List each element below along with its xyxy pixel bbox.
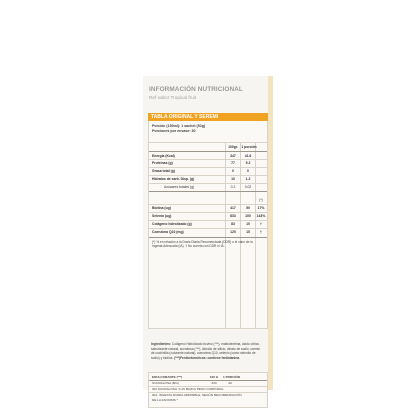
section-divider (149, 191, 267, 192)
table-row: Colágeno hidrolizado (g) 83 10 † (152, 222, 262, 226)
phenylketonuric-note: (***)Fenilcetonúricos: contiene fenilalanina. (174, 355, 240, 360)
label-subtitle: Ref sabor Tropical fruit (149, 95, 197, 100)
pct-header: (*) (259, 198, 263, 202)
nutrition-table (148, 143, 268, 329)
col-portion-header: 1 porción (241, 145, 257, 149)
portions-per-pack: Porciones por envase: 30 (152, 129, 196, 133)
sweetener-table: EDULCORANTE (***) 100 G 1 PORCIÓN SUCRALOSA (MG) 333 40 IDA SUCRALOSA: 0-15 MG/KG PESO CORPORAL IDA: INGESTA DIARIA ADMISIBLE, SEGÚN RECOMENDACIÓN DE LA FAO/OMS * (148, 372, 268, 408)
ingredients-text: Colágeno Hidrolizado bovino (***), maltodextrina, ácido cítrico, saborizante natural, sucralosa (***), dióxido de silicio, citrato de sodio, carmín de cochinilla (colorante natural), coenzima Q10, selenio (como selenito de sodio) y biotina. (151, 342, 261, 360)
table-row: Energía (Kcal) 347 41.6 (152, 154, 252, 158)
ingredients-block (151, 342, 263, 360)
table-heading: TABLA ORIGINAL Y SEREMI (148, 113, 268, 121)
nutrition-label-card (143, 76, 273, 402)
label-title: INFORMACIÓN NUTRICIONAL (149, 86, 243, 93)
col-100g-header: 100gr. (228, 145, 238, 149)
table-row: Proteínas (g) 77 9.2 (152, 161, 251, 165)
table-row: Grasa total (g) 0 0 (152, 169, 249, 173)
table-row: Biotina (ug) 417 50 17% (152, 206, 265, 210)
table-row: Azúcares totales (g) 0.2 0.02 (164, 185, 252, 189)
portion-line: Porción (150ml): 1 sachet (52g) (152, 124, 206, 128)
portion-box (148, 121, 268, 143)
section-divider (149, 237, 267, 238)
pct-header-row (152, 197, 266, 203)
header-divider (149, 151, 267, 152)
table-row: Selenio (ug) 833 100 143% (152, 214, 266, 218)
ingredients-label: Ingredientes: (151, 342, 172, 346)
card-edge-stripe (268, 76, 273, 390)
table-row: Coenzima Q10 (mg) 125 15 † (152, 230, 262, 234)
table-header-row (152, 144, 266, 150)
table-footnote: (*) % en relación a la Dosis Diaria Recomendada (DDR) o el valor de la Ingesta Adecuada (IA). † No cuenta con DDR ni IA. (152, 240, 253, 249)
table-row: Hidratos de carb. Disp. (g) 10 1.2 (152, 177, 251, 181)
